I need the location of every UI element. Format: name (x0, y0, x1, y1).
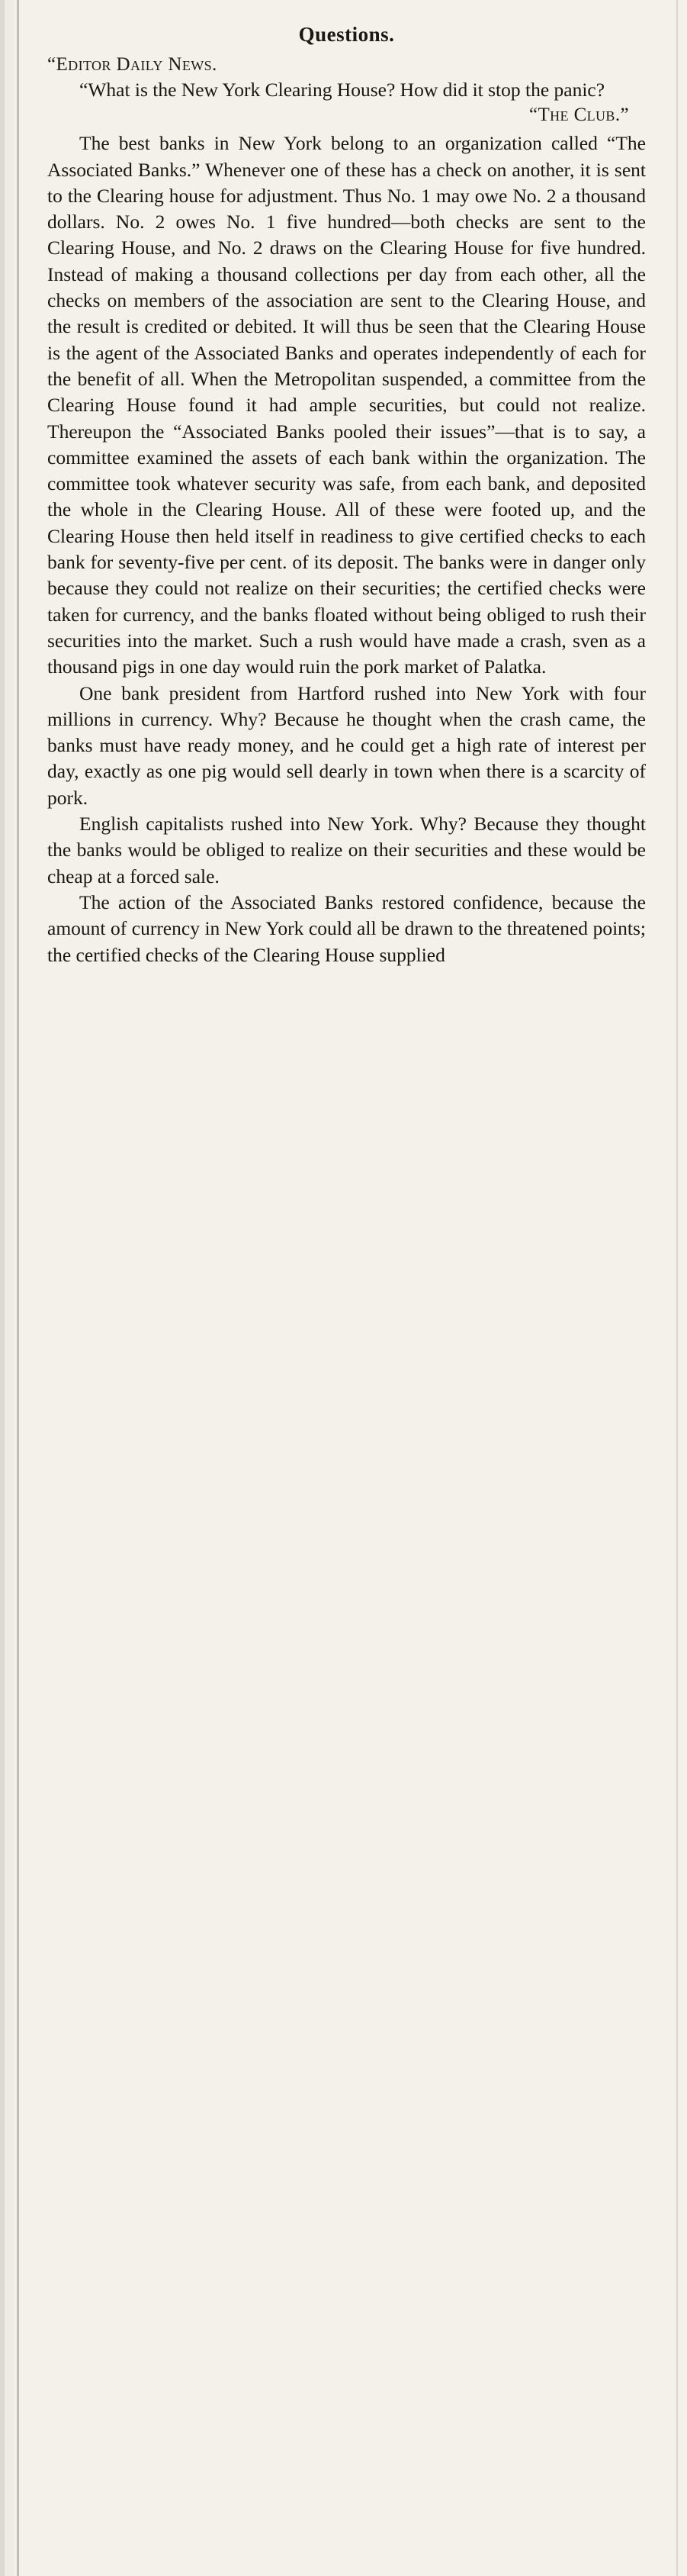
article-paragraph: English capitalists rushed into New York. Why? Because they thought the banks would be obliged to realize on their securities and these would be cheap at a forced sale. (47, 813, 646, 887)
column-rule-right (676, 0, 678, 2576)
article-paragraph: The action of the Associated Banks restored confidence, because the amount of currency in New York could all be drawn to the threatened points; the certified checks of the Clearing House supplied (47, 890, 646, 966)
article-headline: Questions. (298, 23, 395, 46)
article-paragraph: One bank president from Hartford rushed into New York with four millions in currency. Why? Because he thought when the crash came, the banks must have ready money, and he could get a high rate of interest per day, exactly as one pig would sell dearly in town when there is a scarcity of pork. (47, 681, 646, 809)
article-question: “What is the New York Clearing House? How did it stop the panic? (79, 79, 605, 101)
article-salutation: “Editor Daily News. (47, 54, 217, 75)
article-signature: “The Club.” (528, 105, 629, 126)
column-rule-left (17, 0, 19, 2576)
article-paragraph: The best banks in New York belong to an organization called “The Associated Banks.” Whenever one of these has a check on another, it is sent to the Clearing house for adjustment. Thus No. 1 may owe No. 2 a thousand dollars. No. 2 owes No. 1 five hundred—both checks are sent to the Clearing House, and No. 2 draws on the Clearing House for five hundred. Instead of making a thousand collections per day from each other, all the checks on members of the association are sent to the Clearing House, and the result is credited or debited. It will thus be seen that the Clearing House is the agent of the Associated Banks and operates independently of each for the benefit of all. When the Metropolitan suspended, a committee from the Clearing House found it had ample securities, but could not realize. Thereupon the “Associated Banks pooled their issues”—that is to say, a committee examined the assets of each bank within the organization. The committee took whatever security was safe, from each bank, and deposited the whole in the Clearing House. All of these were footed up, and the Clearing House then held itself in readiness to give certified checks to each bank for seventy-five per cent. of its deposit. The banks were in danger only because they could not realize on their securities; the certified checks were taken for currency, and the banks floated without being obliged to rush their securities into the market. Such a rush would have made a crash, sven as a thousand pigs in one day would ruin the pork market of Palatka. (47, 132, 646, 678)
